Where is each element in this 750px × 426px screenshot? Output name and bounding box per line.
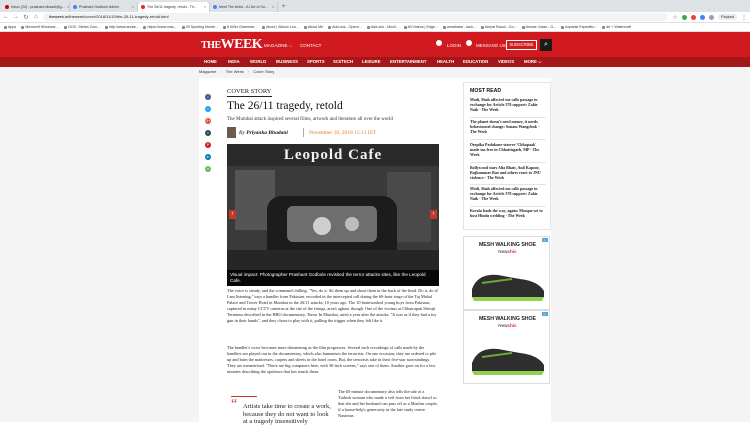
gallery-prev-icon[interactable]: ‹ <box>229 210 236 219</box>
profile-paused-button[interactable]: Paused <box>718 14 737 20</box>
article-paragraph: The handler's voice becomes more threatening as the film progresses. Several such recordings of calls made by the handlers are played out in the documentary, which also humanises the terrorists. On one occasion, they are ordered to pile up and burn the mattresses, carpets and sheets in the hotel room. But, the terrorists take in their five-star surroundings. They are mesmerised. "There are big computers here, with 30-inch screens," says one of them. Another goes on for a few minutes describing the opulence that has struck them. <box>227 345 437 375</box>
pinterest-share-icon[interactable]: P <box>206 143 210 147</box>
twitter-share-icon[interactable]: t <box>205 106 211 112</box>
url-input[interactable]: theweek.in/theweek/cover/2018/11/10/the-26-11-tragedy-retold.html <box>43 13 668 21</box>
divider <box>470 117 546 118</box>
googleplus-share-icon[interactable]: G+ <box>205 119 211 123</box>
quote-icon: “ <box>231 397 238 412</box>
main-nav <box>0 57 750 67</box>
linkedin-share-icon[interactable]: in <box>206 155 210 159</box>
tumblr-share-icon[interactable]: t <box>205 130 211 136</box>
bookmark[interactable]: Apps <box>4 25 16 29</box>
star-icon[interactable]: ☆ <box>672 14 678 21</box>
search-icon[interactable]: ⌕ <box>540 39 552 51</box>
article-paragraph: The 65-minute documentary also tells the tale of a Turkish woman who made a veil from her black shawl so that she and her husband can pass off as a Muslim couple, if a house-help's generosity in the late study centre. Naximus <box>338 389 438 419</box>
site-header <box>0 32 750 57</box>
theweek-favicon-icon <box>141 5 145 9</box>
nav-home[interactable]: HOME <box>204 59 217 64</box>
most-read-item[interactable]: The planet doesn't need money, it needs behavioural change: Sonam Wangchuk - The Week <box>470 119 540 134</box>
close-icon[interactable]: × <box>271 4 274 9</box>
address-bar-row <box>0 12 750 23</box>
most-read-item[interactable]: Modi, Shah affected me calls passage in exchange for Article 370 support: Zakir Naik - The Week <box>470 97 538 112</box>
close-icon[interactable]: × <box>131 4 134 9</box>
ad-title: MESH WALKING SHOE <box>478 242 537 248</box>
user-icon[interactable] <box>436 40 442 46</box>
browser-tab-active[interactable]: The 26/11 tragedy, retold - Th... × <box>138 2 210 12</box>
most-read-item[interactable]: Deepika Padukone-starrer 'Chhapaak' made tax free in Chhattisgarh, MP - The Week <box>470 142 540 157</box>
message-us-link[interactable]: MESSAGE US <box>476 43 506 48</box>
nav-health[interactable]: HEALTH <box>437 59 455 64</box>
extension-icon[interactable] <box>682 15 687 20</box>
shoe-image <box>468 259 547 305</box>
bookmark[interactable]: art + Watercraft <box>602 25 631 29</box>
nav-india[interactable]: INDIA <box>228 59 240 64</box>
nav-sports[interactable]: SPORTS <box>307 59 325 64</box>
contact-link[interactable]: CONTACT <box>300 43 322 48</box>
extension-icon[interactable] <box>709 15 714 20</box>
article-paragraph: The voice is steady, and the command chilling. "Yes, do it. Sit them up and shoot them in the back of the head. Do it, do it! I am listening," says a handler from Pakistan, recorded in the intercepted call during the 60-hour siege of the Taj Mahal Palace and Tower Hotel in Mumbai in the 26/11 attacks, 10 years ago. The 10 brainwashed young boys from Pakistan, captured in many CCTV cameras at the site of the firings, aren't aghast, though. One of the victims at Chhatrapati Shivaji Terminus described in the HBO documentary, Terror In Mumbai, aired a year after the attacks: "It was as if they had a toy gun in their hands", and they chose to play with it, pulling the trigger when they felt like it. <box>227 288 439 324</box>
article-kicker[interactable]: COVER STORY <box>227 88 272 95</box>
nav-entertainment[interactable]: ENTERTAINMENT <box>390 59 427 64</box>
browser-tab[interactable]: Prashant Godbole Admin × <box>70 2 138 12</box>
gallery-next-icon[interactable]: › <box>430 210 437 219</box>
nav-business[interactable]: BUSINESS <box>276 59 298 64</box>
gmail-icon <box>5 5 9 9</box>
site-icon <box>73 5 77 9</box>
bookmark[interactable]: DOC: Stefan Zum... <box>64 25 100 29</box>
bookmark[interactable]: About Me <box>304 25 323 29</box>
bookmark[interactable]: All Videos | Edge... <box>404 25 438 29</box>
nav-world[interactable]: WORLD <box>250 59 267 64</box>
breadcrumb-item[interactable]: Cover Story <box>253 69 275 74</box>
breadcrumb: Magazine › The Week › Cover Story <box>199 69 275 74</box>
hero-photo <box>227 166 439 270</box>
bookmark[interactable]: 8 Killer Grammar... <box>223 25 257 29</box>
bookmark[interactable]: Amuse Josse - G... <box>522 25 557 29</box>
most-read-item[interactable]: Kerala leads the way, again: Mosque set to host Hindu wedding - The Week <box>470 208 543 218</box>
bookmark[interactable]: Ampal Raoot - Go... <box>481 25 517 29</box>
article-headline: The 26/11 tragedy, retold <box>227 100 343 112</box>
most-read-item[interactable]: Modi, Shah affected me calls passage in exchange for Article 370 support: Zakir Naik - The Week <box>470 186 538 201</box>
close-icon[interactable]: × <box>66 4 69 9</box>
close-icon[interactable]: × <box>203 4 206 9</box>
forward-icon[interactable]: → <box>13 14 19 20</box>
article-date: November 10, 2018 15:11 IST <box>309 130 377 136</box>
home-icon[interactable]: ⌂ <box>34 14 38 20</box>
article-deck: The Mumbai attack inspired several films, artwork and literature all over the world <box>227 117 393 122</box>
ad-brand: Newchic <box>498 249 517 254</box>
site-icon <box>213 5 217 9</box>
adchoices-icon[interactable]: ▷ <box>543 238 547 242</box>
back-icon[interactable]: ← <box>3 14 9 20</box>
browser-tabstrip <box>0 0 750 12</box>
divider <box>470 139 546 140</box>
divider <box>470 162 546 163</box>
bookmark[interactable]: About | Allison Lon... <box>262 25 299 29</box>
nav-scitech[interactable]: SCI/TECH <box>333 59 354 64</box>
ad-brand: Newchic <box>498 323 517 328</box>
browser-tab[interactable]: Inbox (24) - prashant.dbasdi@g... × <box>2 2 70 12</box>
pull-quote: Artists take time to create a work, because they do not want to look at a tragedy insensitively <box>243 403 331 425</box>
author-name[interactable]: Priyanka Bhadani <box>246 130 288 136</box>
shoe-image <box>468 333 547 379</box>
nav-videos[interactable]: VIDEOS <box>498 59 515 64</box>
most-read-title: MOST READ <box>470 88 502 94</box>
most-read-item[interactable]: Bollywood stars Alia Bhatt, Anil Kapoor, Rajkummar Rao and others react to JNU violence - The Week <box>470 165 541 180</box>
bookmark[interactable]: Add-ons - Opera... <box>328 25 362 29</box>
nav-leisure[interactable]: LEISURE <box>362 59 381 64</box>
adchoices-icon[interactable]: ▷ <box>543 312 547 316</box>
divider <box>470 184 546 185</box>
subscribe-button[interactable]: SUBSCRIBE <box>506 40 537 50</box>
bookmark[interactable]: 29 Sporting Monte... <box>182 25 218 29</box>
bookmark[interactable]: amarkatra - lash... <box>443 25 476 29</box>
menu-icon[interactable]: ⋮ <box>741 14 747 21</box>
byline-divider <box>303 128 304 137</box>
ad-banner[interactable] <box>463 236 550 310</box>
divider <box>470 206 546 207</box>
reload-icon[interactable]: ↻ <box>23 14 29 21</box>
bookmark[interactable]: Microsoft Windows ... <box>21 25 59 29</box>
nav-more[interactable]: MORE ⌵ <box>524 59 542 64</box>
extension-icon[interactable] <box>700 15 705 20</box>
browser-tab[interactable]: Meet The Artist - A l Art of Su... × <box>210 2 278 12</box>
ad-title: MESH WALKING SHOE <box>478 316 537 322</box>
nav-education[interactable]: EDUCATION <box>463 59 489 64</box>
login-link[interactable]: LOGIN <box>447 43 462 48</box>
facebook-share-icon[interactable]: f <box>205 94 211 100</box>
new-tab-button[interactable]: + <box>282 4 286 10</box>
author-avatar <box>227 127 236 138</box>
breadcrumb-item[interactable]: The Week <box>225 69 244 74</box>
theweek-logo[interactable]: THEWEEK <box>201 37 263 52</box>
bookmark[interactable]: http://www.areas... <box>105 25 139 29</box>
bookmark[interactable]: Add-ons - Mozil... <box>367 25 399 29</box>
message-icon[interactable] <box>466 40 472 46</box>
bookmarks-bar <box>0 23 750 32</box>
extension-icon[interactable] <box>691 15 696 20</box>
hero-sign-text: Leopold Cafe <box>227 144 439 166</box>
bookmark[interactable]: Aquarist Expeditio... <box>561 25 597 29</box>
hero-caption: Visual impact: Photographer Prashant Godbole revisited the terror attacks sites, like the Leopold Cafe. <box>227 270 439 286</box>
bookmark[interactable]: https://www.mas... <box>143 25 176 29</box>
magazine-menu[interactable]: MAGAZINE ⌵ <box>264 43 293 48</box>
ad-banner[interactable] <box>463 310 550 384</box>
breadcrumb-item[interactable]: Magazine <box>199 69 217 74</box>
hero-image[interactable] <box>227 144 439 286</box>
email-share-icon[interactable]: ✉ <box>206 167 210 171</box>
article-byline: By Priyanka Bhadani <box>239 130 288 136</box>
